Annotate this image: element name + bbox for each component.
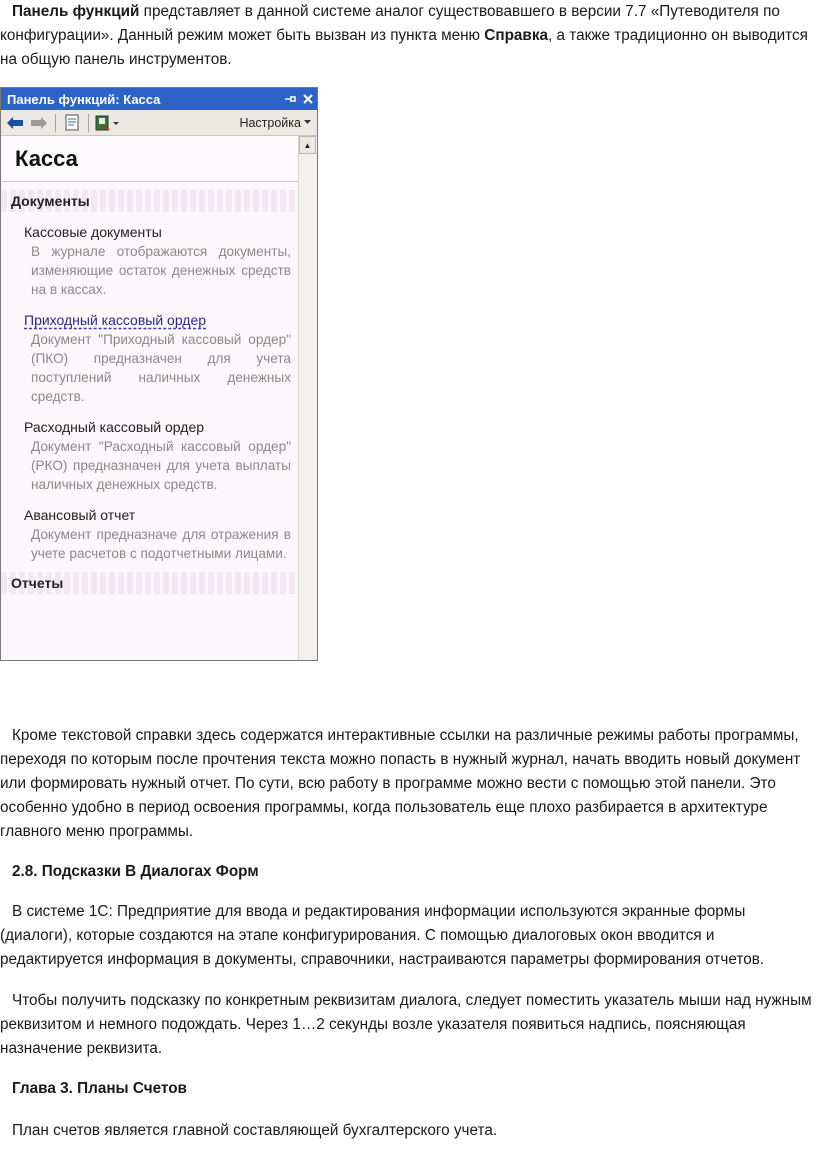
- panel-heading: Касса: [1, 136, 299, 182]
- toolbar-separator: [55, 114, 56, 132]
- panel-content: [1, 136, 299, 660]
- close-icon[interactable]: [299, 90, 317, 108]
- body-paragraph-3: Чтобы получить подсказку по конкретным реквизитам диалога, следует поместить указатель мыши над нужным реквизитом и немного подождать. Через 1…2 секунды возле указателя появиться надпись, поясняющая назначение реквизита.: [0, 992, 812, 1057]
- desc-cash-documents: В журнале отображаются документы, изменяющие остаток денежных средств на в кассах.: [31, 244, 291, 297]
- link-cash-documents[interactable]: Кассовые документы: [24, 224, 162, 240]
- settings-dropdown[interactable]: [239, 116, 313, 130]
- section-documents[interactable]: Документы: [1, 190, 299, 212]
- panel-menu-icon[interactable]: [95, 114, 121, 132]
- section-heading-2-8: 2.8. Подсказки В Диалогах Форм: [12, 863, 259, 880]
- intro-text-1: представляет в данной системе аналог существовавшего в версии 7.7 «Путеводителя по конфигурации». Данный режим может быть вызван из пункта меню: [0, 3, 780, 44]
- link-advance-report[interactable]: Авансовый отчет: [24, 507, 136, 523]
- intro-bold-menu: Справка: [484, 27, 548, 44]
- panel-titlebar: [1, 88, 317, 110]
- chevron-down-icon: [304, 120, 311, 125]
- desc-advance-report: Документ предназначе для отражения в учете расчетов с подотчетными лицами.: [31, 527, 291, 561]
- pin-icon[interactable]: [281, 90, 299, 108]
- intro-paragraph: [0, 0, 812, 72]
- panel-toolbar: [1, 110, 317, 136]
- toolbar-separator: [88, 114, 89, 132]
- desc-outgoing-cash-order: Документ "Расходный кассовый ордер" (РКО) предназначен для учета выплаты наличных денежных средств.: [31, 439, 291, 492]
- panel-title: Панель функций: Касса: [7, 91, 161, 107]
- panel-scrollbar[interactable]: [298, 136, 317, 660]
- chapter-heading-3: Глава 3. Планы Счетов: [12, 1080, 187, 1097]
- body-paragraph-2: В системе 1С: Предприятие для ввода и редактирования информации используются экранные формы (диалоги), которые создаются на этапе конфигурирования. С помощью диалоговых окон вводится и редактируется информация в документы, справочники, настраиваются параметры формирования отчетов.: [0, 903, 765, 968]
- forward-arrow-icon[interactable]: [29, 114, 49, 132]
- function-panel-screenshot: [0, 87, 318, 661]
- back-arrow-icon[interactable]: [5, 114, 25, 132]
- link-outgoing-cash-order[interactable]: Расходный кассовый ордер: [24, 419, 205, 435]
- body-paragraph-4: План счетов является главной составляющей бухгалтерского учета.: [12, 1122, 498, 1139]
- body-paragraph-1: Кроме текстовой справки здесь содержатся интерактивные ссылки на различные режимы работы программы, переходя по которым после прочтения текста можно попасть в нужный журнал, начать вводить новый документ или формировать нужный отчет. По сути, всю работу в программе можно вести с помощью этой панели. Это особенно удобно в период освоения программы, когда пользователь еще плохо разбирается в архитектуре главного меню программы.: [0, 727, 801, 840]
- document-icon[interactable]: [62, 114, 82, 132]
- desc-incoming-cash-order: Документ "Приходный кассовый ордер" (ПКО) предназначен для учета поступлений наличных денежных средств.: [31, 332, 291, 404]
- scroll-up-icon[interactable]: ▲: [299, 136, 316, 154]
- intro-text-2: , а также традиционно он выводится на общую панель инструментов.: [0, 27, 808, 68]
- link-incoming-cash-order[interactable]: Приходный кассовый ордер: [24, 312, 207, 328]
- intro-bold-term: Панель функций: [12, 3, 140, 20]
- section-reports[interactable]: Отчеты: [1, 572, 299, 594]
- settings-label: Настройка: [239, 115, 301, 130]
